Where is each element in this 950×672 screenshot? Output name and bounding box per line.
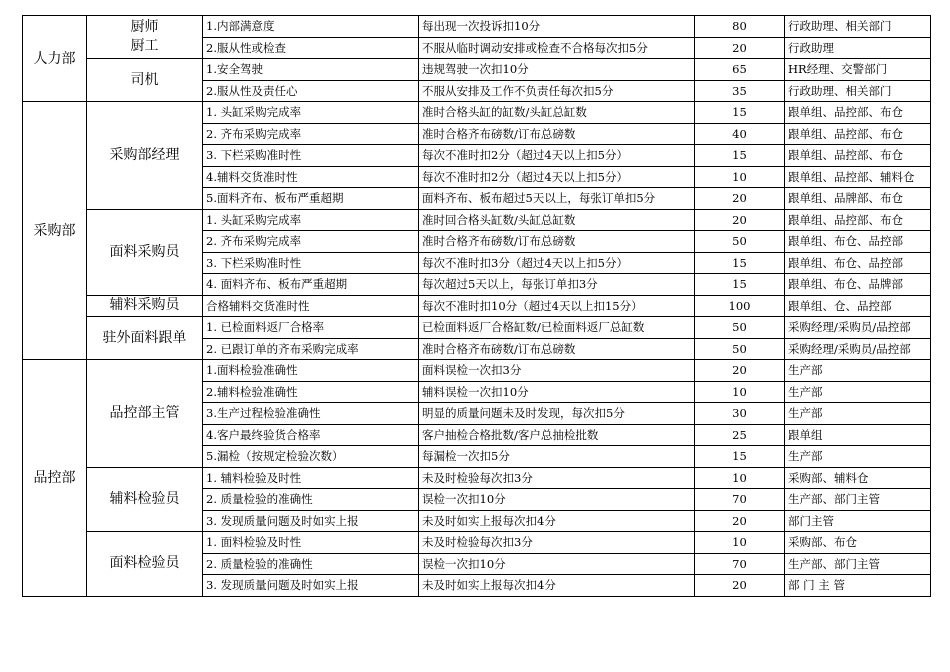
item-cell: 1. 头缸采购完成率 bbox=[203, 209, 419, 231]
item-cell: 2. 质量检验的准确性 bbox=[203, 553, 419, 575]
role-cell-driver: 司机 bbox=[87, 59, 203, 102]
rule-cell: 面料误检一次扣3分 bbox=[419, 360, 695, 382]
evaluator-cell: 采购经理/采购员/品控部 bbox=[785, 338, 931, 360]
evaluator-cell: 采购经理/采购员/品控部 bbox=[785, 317, 931, 339]
item-cell: 4.客户最终验货合格率 bbox=[203, 424, 419, 446]
score-cell: 50 bbox=[695, 317, 785, 339]
score-cell: 80 bbox=[695, 16, 785, 38]
rule-cell: 准时合格头缸的缸数/头缸总缸数 bbox=[419, 102, 695, 124]
evaluator-cell: 跟单组、布仓、品控部 bbox=[785, 252, 931, 274]
table-row bbox=[23, 295, 931, 317]
score-cell: 10 bbox=[695, 467, 785, 489]
role-cell-accessory-inspector: 辅料检验员 bbox=[87, 467, 203, 532]
item-cell: 4. 面料齐布、板布严重超期 bbox=[203, 274, 419, 296]
score-cell: 10 bbox=[695, 381, 785, 403]
score-cell: 20 bbox=[695, 575, 785, 597]
item-cell: 4.辅料交货准时性 bbox=[203, 166, 419, 188]
score-cell: 100 bbox=[695, 295, 785, 317]
score-cell: 30 bbox=[695, 403, 785, 425]
evaluator-cell: 生产部 bbox=[785, 403, 931, 425]
score-cell: 35 bbox=[695, 80, 785, 102]
score-cell: 20 bbox=[695, 37, 785, 59]
evaluator-cell: 跟单组、仓、品控部 bbox=[785, 295, 931, 317]
rule-cell: 不服从临时调动安排或检查不合格每次扣5分 bbox=[419, 37, 695, 59]
table-row bbox=[23, 532, 931, 554]
score-cell: 65 bbox=[695, 59, 785, 81]
table-row bbox=[23, 467, 931, 489]
rule-cell: 每次不准时扣2分（超过4天以上扣5分） bbox=[419, 145, 695, 167]
rule-cell: 未及时检验每次扣3分 bbox=[419, 467, 695, 489]
rule-cell: 每出现一次投诉扣10分 bbox=[419, 16, 695, 38]
item-cell: 3. 发现质量问题及时如实上报 bbox=[203, 575, 419, 597]
evaluator-cell: 跟单组、品控部、布仓 bbox=[785, 209, 931, 231]
item-cell: 1. 辅料检验及时性 bbox=[203, 467, 419, 489]
dept-cell-purchasing: 采购部 bbox=[23, 102, 87, 360]
evaluator-cell: 生产部、部门主管 bbox=[785, 489, 931, 511]
score-cell: 50 bbox=[695, 338, 785, 360]
table-row bbox=[23, 209, 931, 231]
rule-cell: 面料齐布、板布超过5天以上，每张订单扣5分 bbox=[419, 188, 695, 210]
evaluator-cell: 部门主管 bbox=[785, 510, 931, 532]
evaluator-cell: HR经理、交警部门 bbox=[785, 59, 931, 81]
score-cell: 50 bbox=[695, 231, 785, 253]
rule-cell: 辅料误检一次扣10分 bbox=[419, 381, 695, 403]
rule-cell: 每漏检一次扣5分 bbox=[419, 446, 695, 468]
role-label-kitchen-worker: 厨工 bbox=[130, 38, 159, 54]
evaluator-cell: 部 门 主 管 bbox=[785, 575, 931, 597]
item-cell: 1.内部满意度 bbox=[203, 16, 419, 38]
evaluator-cell: 行政助理 bbox=[785, 37, 931, 59]
rule-cell: 每次超过5天以上，每张订单扣3分 bbox=[419, 274, 695, 296]
role-cell-chef bbox=[87, 16, 203, 59]
rule-cell: 准时合格齐布磅数/订布总磅数 bbox=[419, 123, 695, 145]
rule-cell: 准时回合格头缸数/头缸总缸数 bbox=[419, 209, 695, 231]
evaluator-cell: 生产部、部门主管 bbox=[785, 553, 931, 575]
evaluator-cell: 跟单组、品控部、布仓 bbox=[785, 145, 931, 167]
item-cell: 1. 已检面料返厂合格率 bbox=[203, 317, 419, 339]
rule-cell: 客户抽检合格批数/客户总抽检批数 bbox=[419, 424, 695, 446]
item-cell: 5.面料齐布、板布严重超期 bbox=[203, 188, 419, 210]
evaluator-cell: 跟单组、品牌部、布仓 bbox=[785, 188, 931, 210]
item-cell: 3. 发现质量问题及时如实上报 bbox=[203, 510, 419, 532]
dept-cell-hr: 人力部 bbox=[23, 16, 87, 102]
evaluator-cell: 行政助理、相关部门 bbox=[785, 80, 931, 102]
score-cell: 70 bbox=[695, 489, 785, 511]
evaluator-cell: 跟单组、品控部、辅料仓 bbox=[785, 166, 931, 188]
item-cell: 2.服从性及责任心 bbox=[203, 80, 419, 102]
score-cell: 25 bbox=[695, 424, 785, 446]
item-cell: 合格辅料交货准时性 bbox=[203, 295, 419, 317]
evaluator-cell: 生产部 bbox=[785, 381, 931, 403]
rule-cell: 准时合格齐布磅数/订布总磅数 bbox=[419, 338, 695, 360]
rule-cell: 误检一次扣10分 bbox=[419, 553, 695, 575]
item-cell: 3. 下栏采购准时性 bbox=[203, 145, 419, 167]
score-cell: 20 bbox=[695, 188, 785, 210]
role-cell-purchasing-manager: 采购部经理 bbox=[87, 102, 203, 210]
table-row bbox=[23, 317, 931, 339]
rule-cell: 每次不准时扣2分（超过4天以上扣5分） bbox=[419, 166, 695, 188]
table-row bbox=[23, 16, 931, 38]
item-cell: 3. 下栏采购准时性 bbox=[203, 252, 419, 274]
kpi-table bbox=[22, 15, 931, 597]
rule-cell: 明显的质量问题未及时发现，每次扣5分 bbox=[419, 403, 695, 425]
evaluator-cell: 采购部、布仓 bbox=[785, 532, 931, 554]
item-cell: 2. 齐布采购完成率 bbox=[203, 123, 419, 145]
evaluator-cell: 跟单组、布仓、品控部 bbox=[785, 231, 931, 253]
item-cell: 2.服从性或检查 bbox=[203, 37, 419, 59]
table-row bbox=[23, 360, 931, 382]
item-cell: 2. 齐布采购完成率 bbox=[203, 231, 419, 253]
item-cell: 1.安全驾驶 bbox=[203, 59, 419, 81]
rule-cell: 未及时检验每次扣3分 bbox=[419, 532, 695, 554]
evaluator-cell: 生产部 bbox=[785, 360, 931, 382]
evaluator-cell: 跟单组、布仓、品牌部 bbox=[785, 274, 931, 296]
score-cell: 15 bbox=[695, 252, 785, 274]
item-cell: 5.漏检（按规定检验次数） bbox=[203, 446, 419, 468]
role-label-chef: 厨师 bbox=[130, 19, 159, 35]
item-cell: 3.生产过程检验准确性 bbox=[203, 403, 419, 425]
table-row bbox=[23, 59, 931, 81]
score-cell: 20 bbox=[695, 360, 785, 382]
evaluator-cell: 行政助理、相关部门 bbox=[785, 16, 931, 38]
score-cell: 15 bbox=[695, 446, 785, 468]
role-cell-accessory-buyer: 辅料采购员 bbox=[87, 295, 203, 317]
item-cell: 2. 质量检验的准确性 bbox=[203, 489, 419, 511]
score-cell: 20 bbox=[695, 510, 785, 532]
rule-cell: 未及时如实上报每次扣4分 bbox=[419, 510, 695, 532]
role-cell-fabric-buyer: 面料采购员 bbox=[87, 209, 203, 295]
rule-cell: 已检面料返厂合格缸数/已检面料返厂总缸数 bbox=[419, 317, 695, 339]
score-cell: 15 bbox=[695, 145, 785, 167]
item-cell: 1.面料检验准确性 bbox=[203, 360, 419, 382]
rule-cell: 每次不准时扣3分（超过4天以上扣5分） bbox=[419, 252, 695, 274]
evaluator-cell: 采购部、辅料仓 bbox=[785, 467, 931, 489]
score-cell: 20 bbox=[695, 209, 785, 231]
rule-cell: 违规驾驶一次扣10分 bbox=[419, 59, 695, 81]
role-cell-fabric-inspector: 面料检验员 bbox=[87, 532, 203, 597]
rule-cell: 每次不准时扣10分（超过4天以上扣15分） bbox=[419, 295, 695, 317]
role-cell-qc-supervisor: 品控部主管 bbox=[87, 360, 203, 468]
evaluator-cell: 生产部 bbox=[785, 446, 931, 468]
role-cell-resident-follower: 驻外面料跟单 bbox=[87, 317, 203, 360]
item-cell: 2.辅料检验准确性 bbox=[203, 381, 419, 403]
item-cell: 1. 面料检验及时性 bbox=[203, 532, 419, 554]
item-cell: 2. 已跟订单的齐布采购完成率 bbox=[203, 338, 419, 360]
score-cell: 70 bbox=[695, 553, 785, 575]
evaluator-cell: 跟单组 bbox=[785, 424, 931, 446]
rule-cell: 准时合格齐布磅数/订布总磅数 bbox=[419, 231, 695, 253]
evaluator-cell: 跟单组、品控部、布仓 bbox=[785, 123, 931, 145]
score-cell: 10 bbox=[695, 532, 785, 554]
evaluator-cell: 跟单组、品控部、布仓 bbox=[785, 102, 931, 124]
rule-cell: 不服从安排及工作不负责任每次扣5分 bbox=[419, 80, 695, 102]
rule-cell: 误检一次扣10分 bbox=[419, 489, 695, 511]
table-row bbox=[23, 102, 931, 124]
score-cell: 10 bbox=[695, 166, 785, 188]
item-cell: 1. 头缸采购完成率 bbox=[203, 102, 419, 124]
score-cell: 15 bbox=[695, 274, 785, 296]
rule-cell: 未及时如实上报每次扣4分 bbox=[419, 575, 695, 597]
dept-cell-qc: 品控部 bbox=[23, 360, 87, 597]
score-cell: 40 bbox=[695, 123, 785, 145]
score-cell: 15 bbox=[695, 102, 785, 124]
